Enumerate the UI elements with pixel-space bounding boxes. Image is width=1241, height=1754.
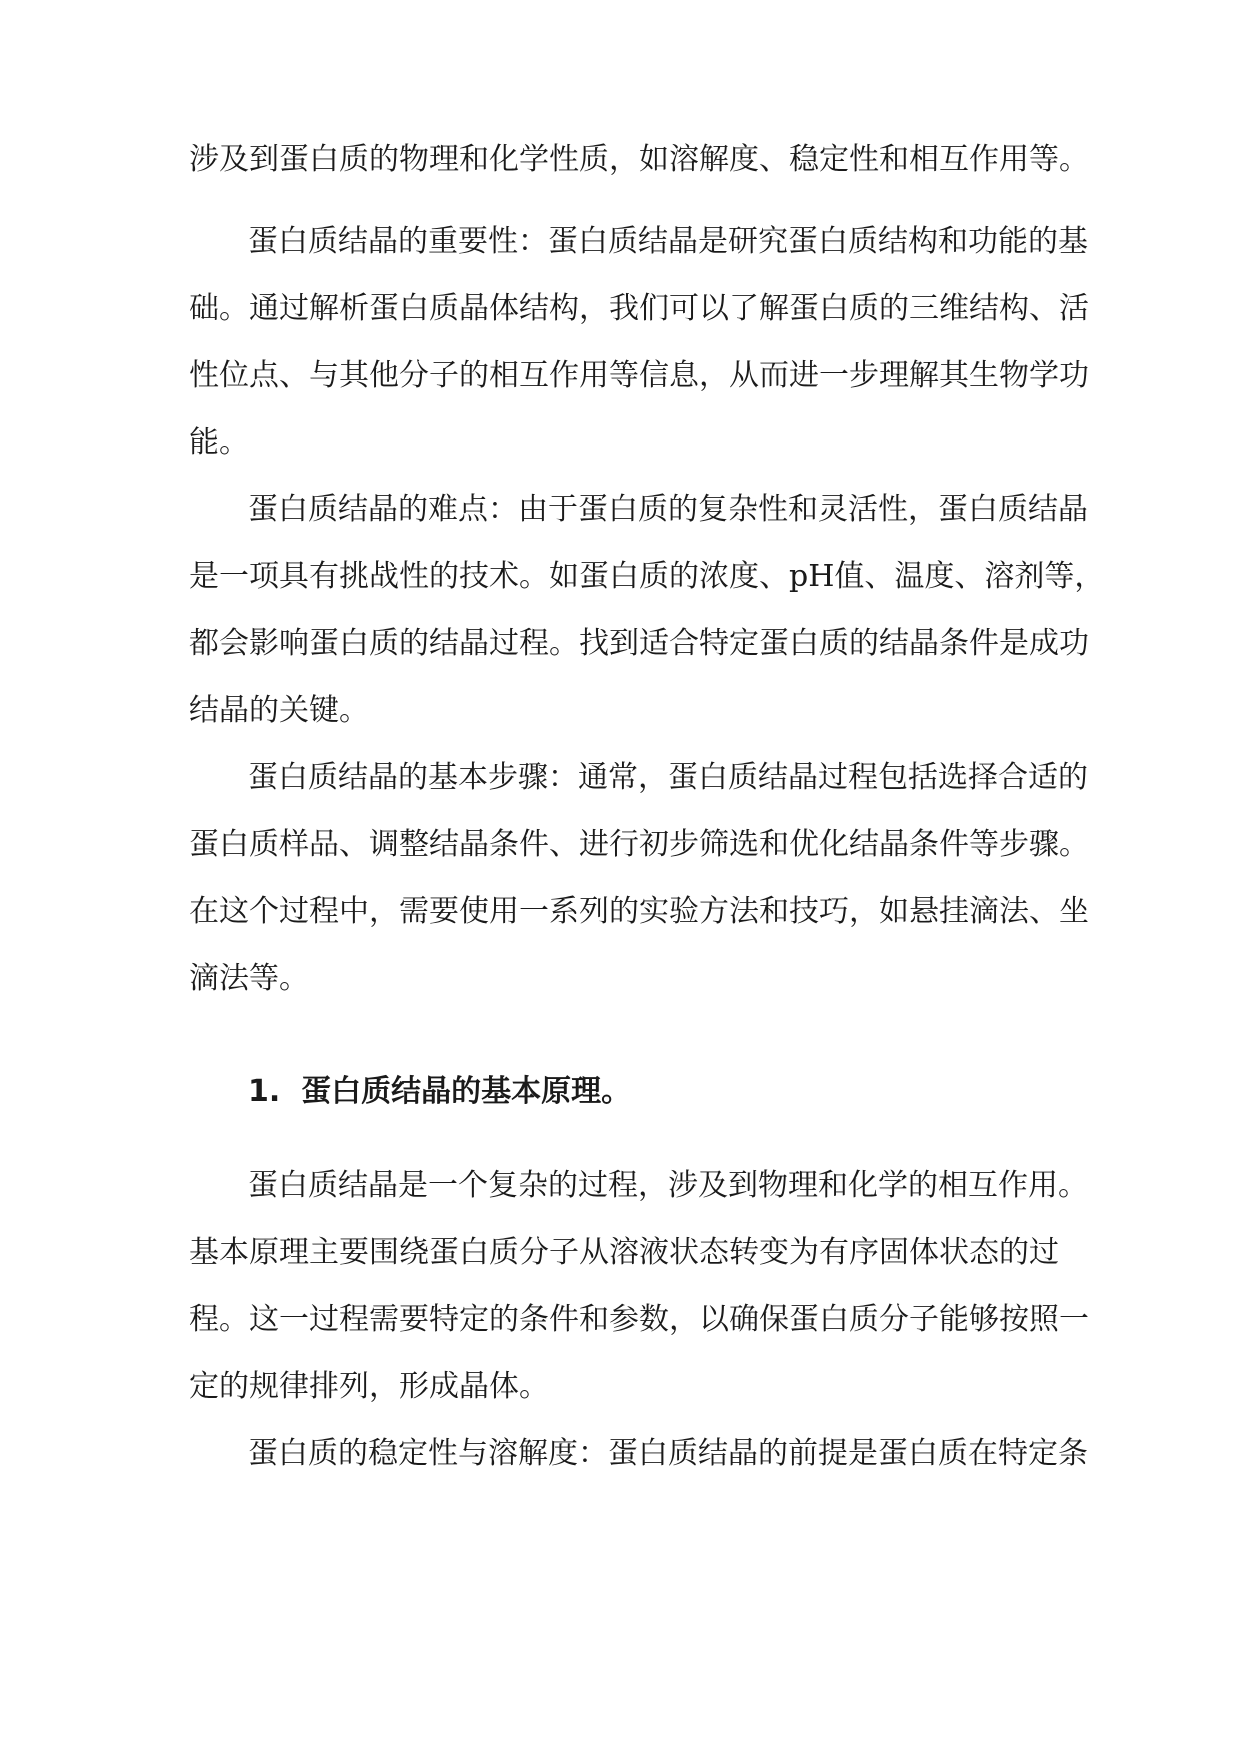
paragraph-3-line-1: 蛋白质结晶的基本步骤：通常，蛋白质结晶过程包括选择合适的 bbox=[248, 760, 1088, 795]
paragraph-5-line-1: 蛋白质的稳定性与溶解度：蛋白质结晶的前提是蛋白质在特定条 bbox=[248, 1436, 1088, 1471]
paragraph-3-line-3: 在这个过程中，需要使用一系列的实验方法和技巧，如悬挂滴法、坐 bbox=[189, 894, 1089, 929]
paragraph-2-line-2: 是一项具有挑战性的技术。如蛋白质的浓度、pH值、温度、溶剂等， bbox=[189, 559, 1105, 594]
paragraph-1-line-2: 础。通过解析蛋白质晶体结构，我们可以了解蛋白质的三维结构、活 bbox=[189, 291, 1089, 326]
paragraph-2-line-4: 结晶的关键。 bbox=[189, 693, 369, 728]
paragraph-0-line-1: 涉及到蛋白质的物理和化学性质，如溶解度、稳定性和相互作用等。 bbox=[189, 142, 1089, 177]
paragraph-3-line-4: 滴法等。 bbox=[189, 961, 309, 996]
paragraph-4-line-3: 程。这一过程需要特定的条件和参数，以确保蛋白质分子能够按照一 bbox=[189, 1302, 1089, 1337]
paragraph-3-line-2: 蛋白质样品、调整结晶条件、进行初步筛选和优化结晶条件等步骤。 bbox=[189, 827, 1089, 862]
section-title: 蛋白质结晶的基本原理。 bbox=[301, 1074, 632, 1109]
paragraph-4-line-2: 基本原理主要围绕蛋白质分子从溶液状态转变为有序固体状态的过 bbox=[189, 1235, 1059, 1270]
paragraph-1-line-3: 性位点、与其他分子的相互作用等信息，从而进一步理解其生物学功 bbox=[189, 358, 1089, 393]
paragraph-1-line-4: 能。 bbox=[189, 425, 249, 460]
paragraph-2-line-1: 蛋白质结晶的难点：由于蛋白质的复杂性和灵活性，蛋白质结晶 bbox=[248, 492, 1088, 527]
paragraph-2-line-3: 都会影响蛋白质的结晶过程。找到适合特定蛋白质的结晶条件是成功 bbox=[189, 626, 1089, 661]
section-heading bbox=[248, 1072, 631, 1112]
paragraph-4-line-4: 定的规律排列，形成晶体。 bbox=[189, 1369, 549, 1404]
section-number: 1. bbox=[248, 1074, 281, 1109]
paragraph-4-line-1: 蛋白质结晶是一个复杂的过程，涉及到物理和化学的相互作用。 bbox=[248, 1168, 1088, 1203]
paragraph-1-line-1: 蛋白质结晶的重要性：蛋白质结晶是研究蛋白质结构和功能的基 bbox=[248, 224, 1088, 259]
